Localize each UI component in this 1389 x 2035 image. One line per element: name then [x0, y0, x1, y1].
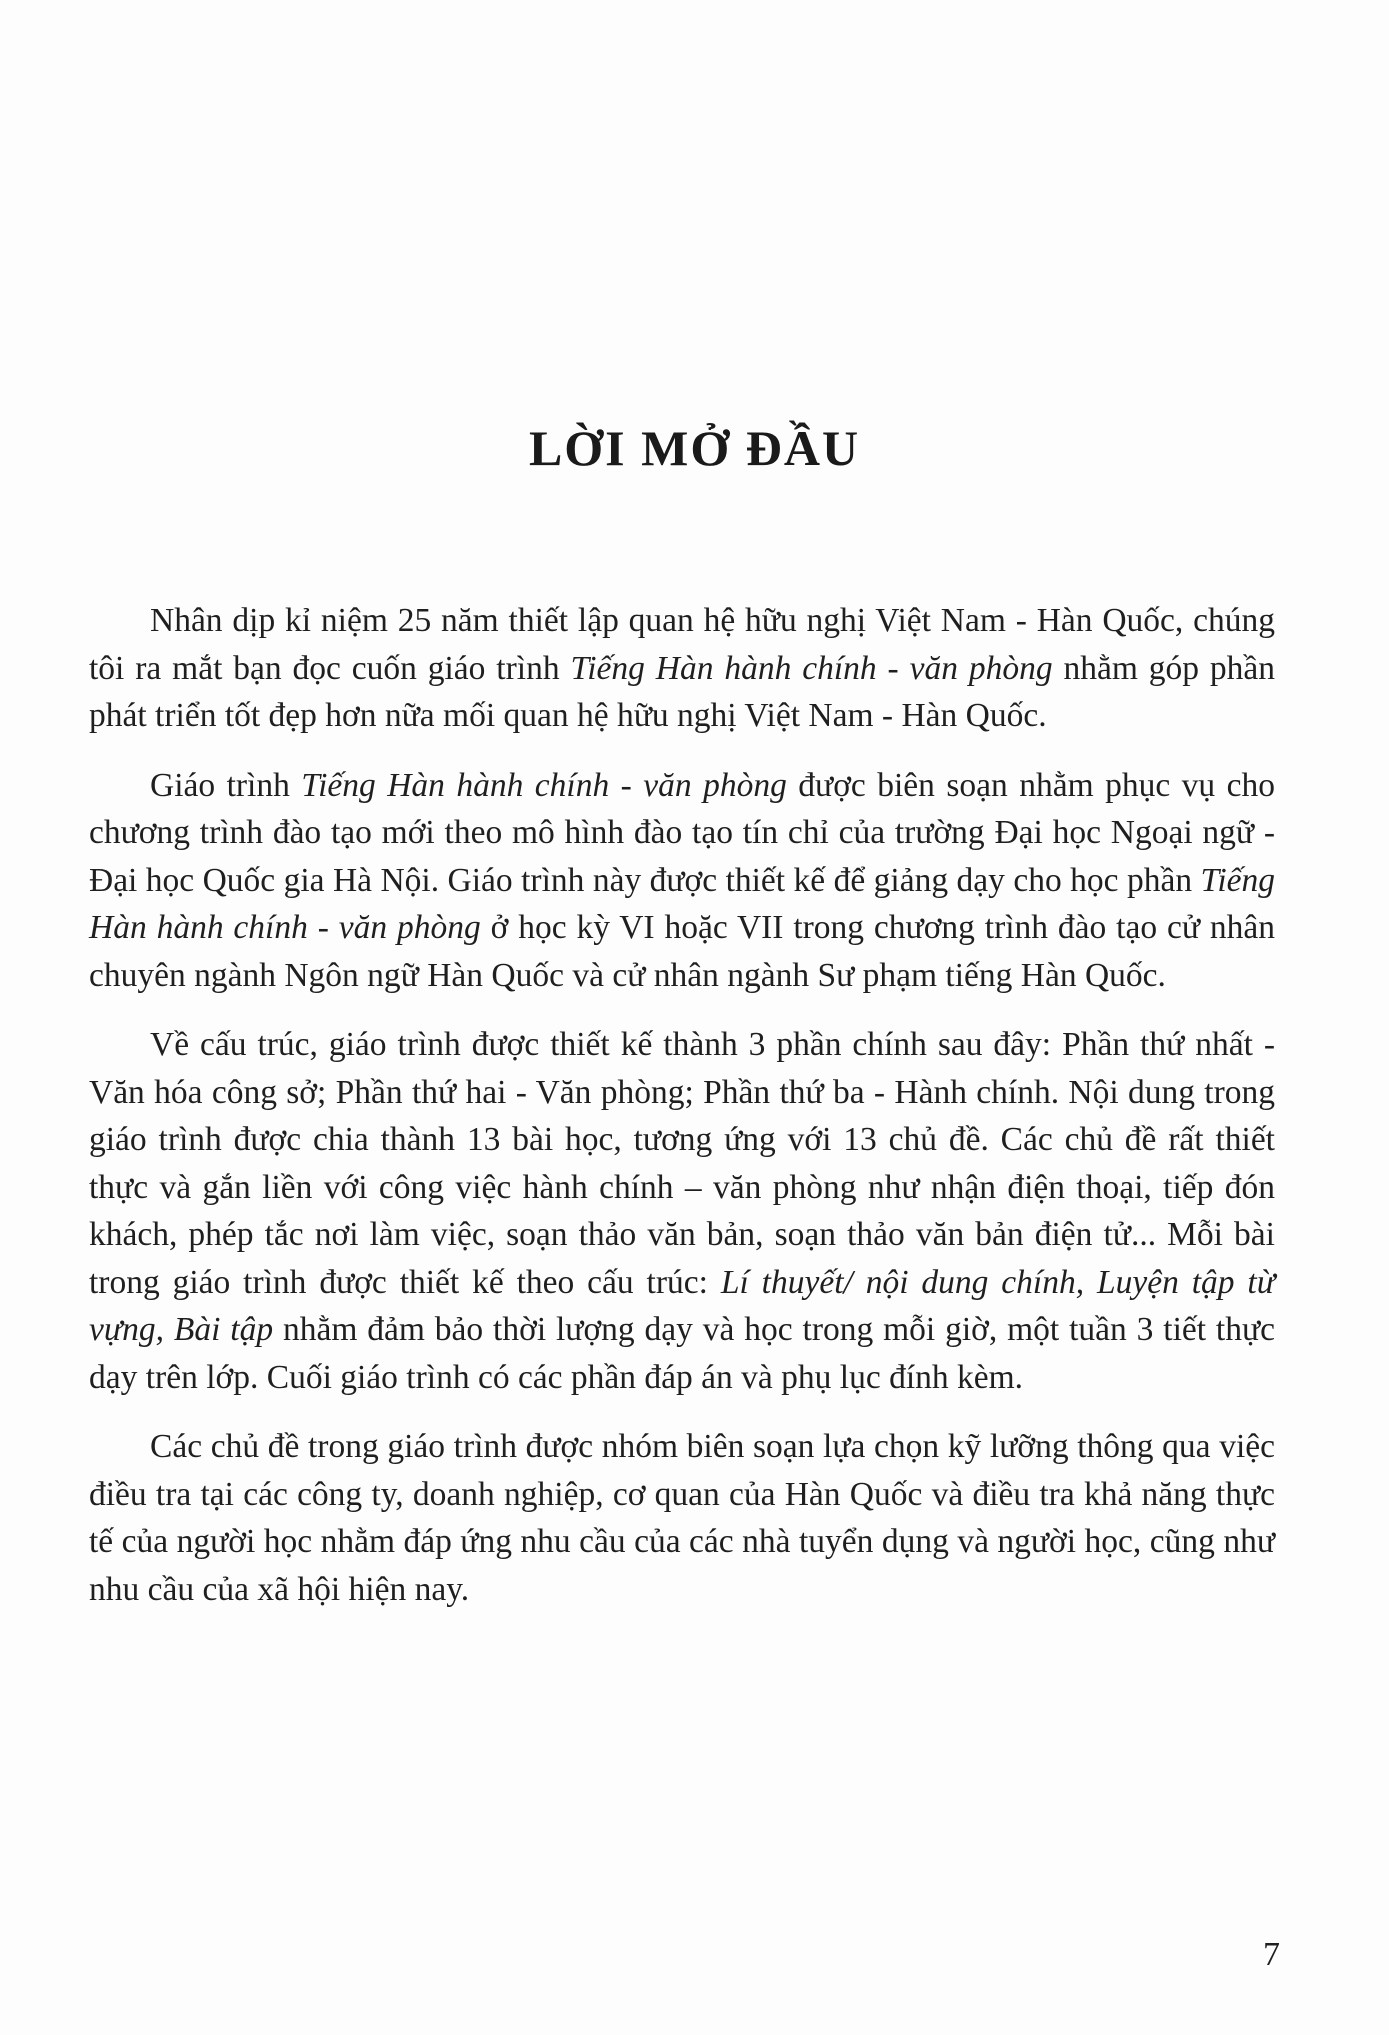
page-title: LỜI MỞ ĐẦU [528, 420, 861, 476]
paragraph-1-part-2: Tiếng Hàn hành chính - văn phòng [570, 649, 1053, 687]
paragraph-1-part-3: nhằm góp phần phát triển tốt đẹp hơn nữa mối quan hệ hữu nghị Việt Nam - Hàn Quốc. [89, 649, 1276, 734]
paragraph-4 [89, 1423, 1275, 1613]
paragraph-3-part-2: Lí thuyết/ nội dung chính, Luyện tập từ vựng, Bài tập [89, 1263, 1275, 1348]
body-text [89, 597, 1275, 1613]
paragraph-2-part-1: Giáo trình [150, 766, 302, 804]
paragraph-3-part-1: Về cấu trúc, giáo trình được thiết kế thành 3 phần chính sau đây: Phần thứ nhất - Văn hóa công sở; Phần thứ hai - Văn phòng; Phần thứ ba - Hành chính. Nội dung trong giáo trình được chia thành 13 bài học, tương ứng với 13 chủ đề. Các chủ đề rất thiết thực và gắn liền với công việc hành chính – văn phòng như nhận điện thoại, tiếp đón khách, phép tắc nơi làm việc, soạn thảo văn bản, soạn thảo văn bản điện tử... Mỗi bài trong giáo trình được thiết kế theo cấu trúc: [89, 1026, 1275, 1301]
paragraph-4-part-1: Các chủ đề trong giáo trình được nhóm biên soạn lựa chọn kỹ lưỡng thông qua việc điều tra tại các công ty, doanh nghiệp, cơ quan của Hàn Quốc và điều tra khả năng thực tế của người học nhằm đáp ứng nhu cầu của các nhà tuyển dụng và người học, cũng như nhu cầu của xã hội hiện nay. [89, 1428, 1275, 1608]
page-number: 7 [1263, 1936, 1280, 1973]
paragraph-1 [89, 597, 1275, 740]
paragraph-2-part-4: Tiếng Hàn hành chính - văn phòng [89, 861, 1275, 946]
paragraph-2-part-5: ở học kỳ VI hoặc VII trong chương trình đào tạo cử nhân chuyên ngành Ngôn ngữ Hàn Quốc và cử nhân ngành Sư phạm tiếng Hàn Quốc. [89, 909, 1275, 994]
paragraph-1-part-1: Nhân dịp kỉ niệm 25 năm thiết lập quan hệ hữu nghị Việt Nam - Hàn Quốc, chúng tôi ra mắt bạn đọc cuốn giáo trình [89, 602, 1275, 687]
paragraph-2-part-3: được biên soạn nhằm phục vụ cho chương trình đào tạo mới theo mô hình đào tạo tín chỉ của trường Đại học Ngoại ngữ - Đại học Quốc gia Hà Nội. Giáo trình này được thiết kế để giảng dạy cho học phần [89, 766, 1275, 899]
paragraph-2-part-2: Tiếng Hàn hành chính - văn phòng [301, 766, 787, 804]
paragraph-3-part-3: nhằm đảm bảo thời lượng dạy và học trong mỗi giờ, một tuần 3 tiết thực dạy trên lớp. Cuối giáo trình có các phần đáp án và phụ lục đính kèm. [89, 1311, 1276, 1396]
paragraph-3 [89, 1021, 1275, 1401]
paragraph-2 [89, 762, 1275, 1000]
